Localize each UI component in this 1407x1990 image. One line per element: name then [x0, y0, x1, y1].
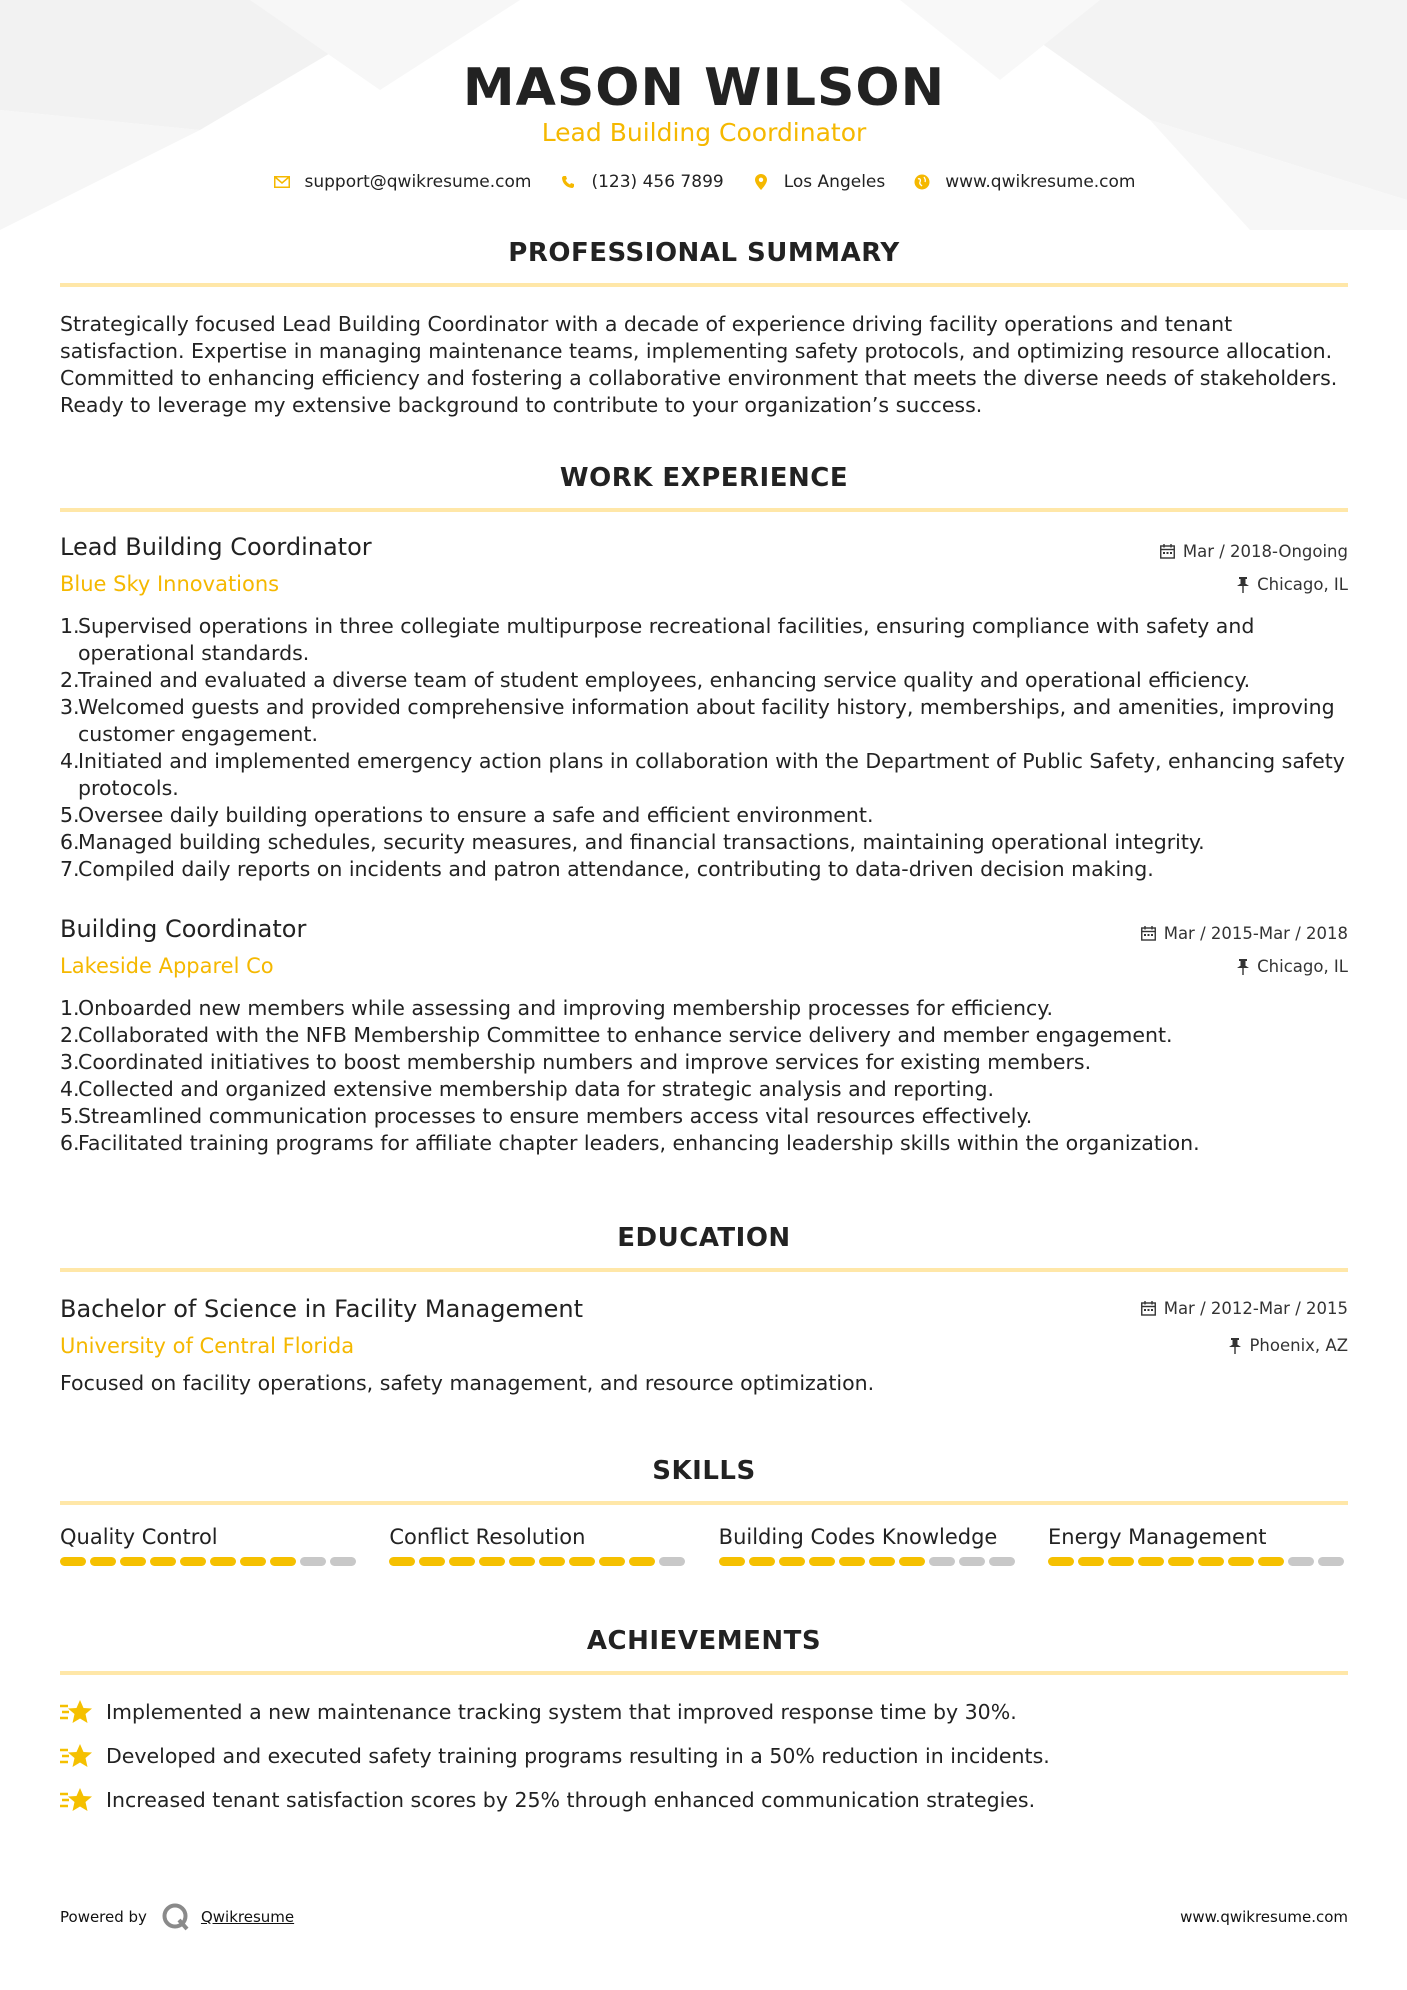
list-item: 2. Trained and evaluated a diverse team of student employees, enhancing service quality and operational efficiency. [60, 668, 1251, 692]
skill-rating-segment [1198, 1557, 1224, 1566]
job-company: Blue Sky Innovations [60, 572, 280, 596]
education-divider [60, 1268, 1348, 1272]
star-icon [60, 1786, 94, 1814]
job-dates-text: Mar / 2015-Mar / 2018 [1163, 924, 1348, 943]
achievement-item [60, 1778, 1348, 1822]
list-item: 3. Welcomed guests and provided comprehensive information about facility history, memberships, and amenities, improving customer engagement. [60, 695, 1335, 746]
skill-rating-segment [60, 1557, 86, 1566]
skill-rating-segment [809, 1557, 835, 1566]
degree-title: Bachelor of Science in Facility Management [60, 1295, 583, 1323]
contact-website[interactable] [913, 172, 1135, 192]
skill-item [60, 1525, 360, 1566]
skill-rating-segment [330, 1557, 356, 1566]
star-icon [60, 1742, 94, 1770]
job-location [1237, 957, 1348, 976]
skill-rating-segment [300, 1557, 326, 1566]
achievements-list [60, 1690, 1348, 1822]
list-item: 4. Initiated and implemented emergency action plans in collaboration with the Department of Public Safety, enhancing safety protocols. [60, 749, 1345, 800]
phone-icon [559, 173, 577, 191]
pushpin-icon [1229, 1338, 1241, 1354]
job-dates [1141, 924, 1348, 943]
job-company: Lakeside Apparel Co [60, 954, 274, 978]
list-item: 7. Compiled daily reports on incidents and patron attendance, contributing to data-driven decision making. [60, 857, 1154, 881]
skill-rating-segment [449, 1557, 475, 1566]
summary-text: Strategically focused Lead Building Coordinator with a decade of experience driving facility operations and tenant satisfaction. Expertise in managing maintenance teams, implementing safety protocols, and optimizing resource allocation. Committed to enhancing efficiency and fostering a collaborative environment that meets the diverse needs of stakeholders. Ready to leverage my extensive background to contribute to your organization’s success. [60, 312, 1338, 417]
contact-location [752, 172, 886, 192]
powered-by-label: Powered by [60, 1908, 147, 1926]
education-description: Focused on facility operations, safety management, and resource optimization. [60, 1371, 875, 1395]
pushpin-icon [1237, 959, 1249, 975]
job-location [1237, 575, 1348, 594]
achievement-text: Increased tenant satisfaction scores by 25% through enhanced communication strategies. [106, 1788, 1036, 1812]
footer-website[interactable]: www.qwikresume.com [1180, 1908, 1348, 1926]
skill-rating-segment [1138, 1557, 1164, 1566]
skill-rating-segment [150, 1557, 176, 1566]
experience-divider [60, 508, 1348, 512]
achievement-item [60, 1734, 1348, 1778]
globe-icon [913, 173, 931, 191]
job-title: Building Coordinator [60, 915, 307, 943]
skill-rating-segment [419, 1557, 445, 1566]
skill-rating-segment [120, 1557, 146, 1566]
skill-item [389, 1525, 689, 1566]
list-item: 5. Streamlined communication processes to ensure members access vital resources effectively. [60, 1104, 1033, 1128]
summary-heading: PROFESSIONAL SUMMARY [508, 238, 900, 268]
achievements-divider [60, 1671, 1348, 1675]
contact-email[interactable] [273, 172, 532, 192]
skill-rating-segment [90, 1557, 116, 1566]
skill-rating-segment [989, 1557, 1015, 1566]
skill-rating-segment [959, 1557, 985, 1566]
skill-item [719, 1525, 1019, 1566]
skill-name: Energy Management [1047, 1525, 1267, 1549]
skill-name: Building Codes Knowledge [718, 1525, 998, 1549]
skill-rating-segment [749, 1557, 775, 1566]
job-dates [1160, 542, 1348, 561]
star-icon [60, 1698, 94, 1726]
list-item: 6. Facilitated training programs for affiliate chapter leaders, enhancing leadership skills within the organization. [60, 1131, 1200, 1155]
education-location-text: Phoenix, AZ [1249, 1336, 1348, 1355]
skill-rating-segment [719, 1557, 745, 1566]
skill-rating-segment [1078, 1557, 1104, 1566]
brand-link[interactable]: Qwikresume [200, 1908, 295, 1926]
calendar-icon [1141, 1301, 1156, 1316]
list-item: 2. Collaborated with the NFB Membership Committee to enhance service delivery and member engagement. [60, 1023, 1173, 1047]
skill-rating-segment [929, 1557, 955, 1566]
job-bullets [60, 613, 1348, 883]
list-item: 1. Supervised operations in three collegiate multipurpose recreational facilities, ensuring compliance with safety and operational standards. [60, 614, 1255, 665]
job-bullets [60, 995, 1348, 1157]
skills-list [60, 1525, 1348, 1566]
education-location [1229, 1336, 1348, 1355]
list-item: 3. Coordinated initiatives to boost membership numbers and improve services for existing members. [60, 1050, 1092, 1074]
education-dates [1141, 1299, 1348, 1318]
qwikresume-logo-icon [161, 1902, 191, 1932]
candidate-role: Lead Building Coordinator [541, 118, 867, 147]
skills-divider [60, 1501, 1348, 1505]
job-location-text: Chicago, IL [1257, 957, 1348, 976]
skill-rating-segment [1258, 1557, 1284, 1566]
skill-rating-segment [629, 1557, 655, 1566]
skill-item [1048, 1525, 1348, 1566]
school-name: University of Central Florida [60, 1334, 355, 1358]
achievements-heading: ACHIEVEMENTS [586, 1626, 822, 1656]
contact-phone[interactable] [559, 172, 723, 192]
skill-rating-segment [539, 1557, 565, 1566]
skill-rating-segment [1318, 1557, 1344, 1566]
phone-text: (123) 456 7899 [591, 172, 724, 192]
skill-rating-bar [719, 1557, 1019, 1566]
candidate-name: MASON WILSON [462, 58, 946, 118]
achievement-text: Developed and executed safety training programs resulting in a 50% reduction in incidents. [106, 1744, 1050, 1768]
skill-rating-bar [60, 1557, 360, 1566]
email-text: support@qwikresume.com [304, 172, 532, 192]
list-item: 5. Oversee daily building operations to ensure a safe and efficient environment. [60, 803, 874, 827]
summary-divider [60, 283, 1348, 287]
location-text: Los Angeles [783, 172, 886, 192]
skill-rating-segment [839, 1557, 865, 1566]
experience-heading: WORK EXPERIENCE [559, 463, 849, 493]
skill-rating-segment [1228, 1557, 1254, 1566]
skill-rating-segment [569, 1557, 595, 1566]
skills-heading: SKILLS [652, 1456, 756, 1486]
skill-rating-segment [479, 1557, 505, 1566]
job-location-text: Chicago, IL [1257, 575, 1348, 594]
skill-rating-bar [389, 1557, 689, 1566]
skill-rating-segment [659, 1557, 685, 1566]
achievement-text: Implemented a new maintenance tracking system that improved response time by 30%. [106, 1700, 1017, 1724]
map-pin-icon [752, 173, 770, 191]
list-item: 4. Collected and organized extensive membership data for strategic analysis and reporting. [60, 1077, 995, 1101]
calendar-icon [1141, 926, 1156, 941]
footer [60, 1902, 1348, 1932]
pushpin-icon [1237, 577, 1249, 593]
skill-rating-segment [389, 1557, 415, 1566]
achievement-item [60, 1690, 1348, 1734]
job-title: Lead Building Coordinator [60, 533, 372, 561]
skill-rating-segment [1108, 1557, 1134, 1566]
skill-rating-segment [599, 1557, 625, 1566]
job-dates-text: Mar / 2018-Ongoing [1182, 542, 1348, 561]
calendar-icon [1160, 544, 1175, 559]
skill-rating-bar [1048, 1557, 1348, 1566]
skill-rating-segment [270, 1557, 296, 1566]
skill-rating-segment [180, 1557, 206, 1566]
list-item: 1. Onboarded new members while assessing and improving membership processes for efficiency. [60, 996, 1053, 1020]
skill-rating-segment [1288, 1557, 1314, 1566]
skill-name: Quality Control [60, 1525, 218, 1549]
skill-rating-segment [869, 1557, 895, 1566]
envelope-icon [273, 173, 291, 191]
education-heading: EDUCATION [617, 1223, 791, 1253]
skill-rating-segment [779, 1557, 805, 1566]
skill-rating-segment [240, 1557, 266, 1566]
website-text[interactable]: www.qwikresume.com [945, 172, 1136, 192]
skill-rating-segment [899, 1557, 925, 1566]
powered-by [60, 1902, 294, 1932]
contact-bar [60, 172, 1348, 192]
skill-rating-segment [210, 1557, 236, 1566]
skill-rating-segment [1168, 1557, 1194, 1566]
education-dates-text: Mar / 2012-Mar / 2015 [1163, 1299, 1348, 1318]
skill-rating-segment [509, 1557, 535, 1566]
list-item: 6. Managed building schedules, security measures, and financial transactions, maintaining operational integrity. [60, 830, 1205, 854]
skill-rating-segment [1048, 1557, 1074, 1566]
skill-name: Conflict Resolution [389, 1525, 586, 1549]
